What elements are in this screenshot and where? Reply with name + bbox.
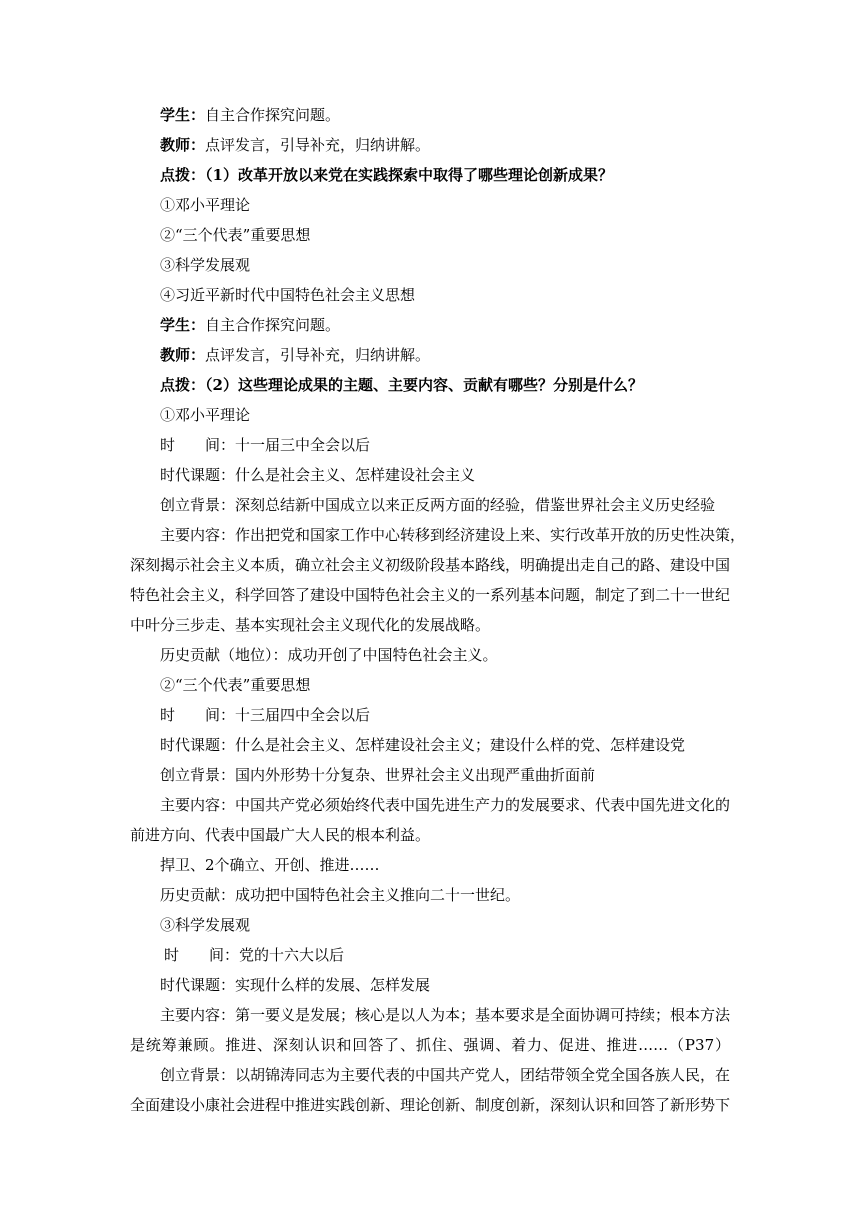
speaker-label: 教师： bbox=[160, 346, 206, 364]
section-title: ①邓小平理论 bbox=[160, 406, 251, 424]
text-line: 捍卫、2个确立、开创、推进…… bbox=[160, 856, 380, 874]
text-line: 学生：自主合作探究问题。 bbox=[160, 316, 341, 334]
text-line: 创立背景：国内外形势十分复杂、世界社会主义出现严重曲折面前 bbox=[160, 766, 596, 784]
question-heading: 点拨：（1）改革开放以来党在实践探索中取得了哪些理论创新成果？ bbox=[160, 166, 613, 184]
list-item: ①邓小平理论 bbox=[160, 196, 251, 214]
text-line: 创立背景：深刻总结新中国成立以来正反两方面的经验，借鉴世界社会主义历史经验 bbox=[160, 496, 716, 514]
section-title: ③科学发展观 bbox=[160, 916, 251, 934]
list-item: ④习近平新时代中国特色社会主义思想 bbox=[160, 286, 416, 304]
text-line: 时代课题：什么是社会主义、怎样建设社会主义；建设什么样的党、怎样建设党 bbox=[160, 736, 686, 754]
paragraph: 主要内容：第一要义是发展；核心是以人为本；基本要求是全面协调可持续；根本方法 是统筹兼顾。推进、深刻认识和回答了、抓住、强调、着力、促进、推进……（P37） bbox=[130, 1006, 731, 1054]
speaker-label: 学生： bbox=[160, 106, 206, 124]
paragraph: 创立背景：以胡锦涛同志为主要代表的中国共产党人，团结带领全党全国各族人民，在 全面建设小康社会进程中推进实践创新、理论创新、制度创新，深刻认识和回答了新形势下 bbox=[130, 1066, 731, 1114]
document-body bbox=[130, 100, 746, 1120]
speaker-label: 教师： bbox=[160, 136, 206, 154]
text-line: 历史贡献：成功把中国特色社会主义推向二十一世纪。 bbox=[160, 886, 521, 904]
text-line: 历史贡献（地位）：成功开创了中国特色社会主义。 bbox=[160, 646, 498, 664]
text-line: 时代课题：什么是社会主义、怎样建设社会主义 bbox=[160, 466, 476, 484]
section-title: ②“三个代表”重要思想 bbox=[160, 676, 311, 694]
paragraph: 主要内容：作出把党和国家工作中心转移到经济建设上来、实行改革开放的历史性决策， 深刻揭示社会主义本质，确立社会主义初级阶段基本路线，明确提出走自己的路、建设中国 特色社会主义，科学回答了建设中国特色社会主义的一系列基本问题，制定了到二十一世纪 中叶分三步走、基本实现社会主义现代化的发展战略。 bbox=[130, 526, 746, 634]
text-line: 时 间：党的十六大以后 bbox=[164, 946, 345, 964]
text-line: 学生：自主合作探究问题。 bbox=[160, 106, 341, 124]
text-line: 时 间：十一届三中全会以后 bbox=[160, 436, 371, 454]
text-line: 时 间：十三届四中全会以后 bbox=[160, 706, 371, 724]
speaker-label: 学生： bbox=[160, 316, 206, 334]
list-item: ②“三个代表”重要思想 bbox=[160, 226, 311, 244]
list-item: ③科学发展观 bbox=[160, 256, 251, 274]
paragraph: 主要内容：中国共产党必须始终代表中国先进生产力的发展要求、代表中国先进文化的 前进方向、代表中国最广大人民的根本利益。 bbox=[130, 796, 731, 844]
text-line: 教师：点评发言，引导补充，归纳讲解。 bbox=[160, 346, 431, 364]
question-heading: 点拨：（2）这些理论成果的主题、主要内容、贡献有哪些？分别是什么？ bbox=[160, 376, 643, 394]
text-line: 时代课题：实现什么样的发展、怎样发展 bbox=[160, 976, 431, 994]
text-line: 教师：点评发言，引导补充，归纳讲解。 bbox=[160, 136, 431, 154]
